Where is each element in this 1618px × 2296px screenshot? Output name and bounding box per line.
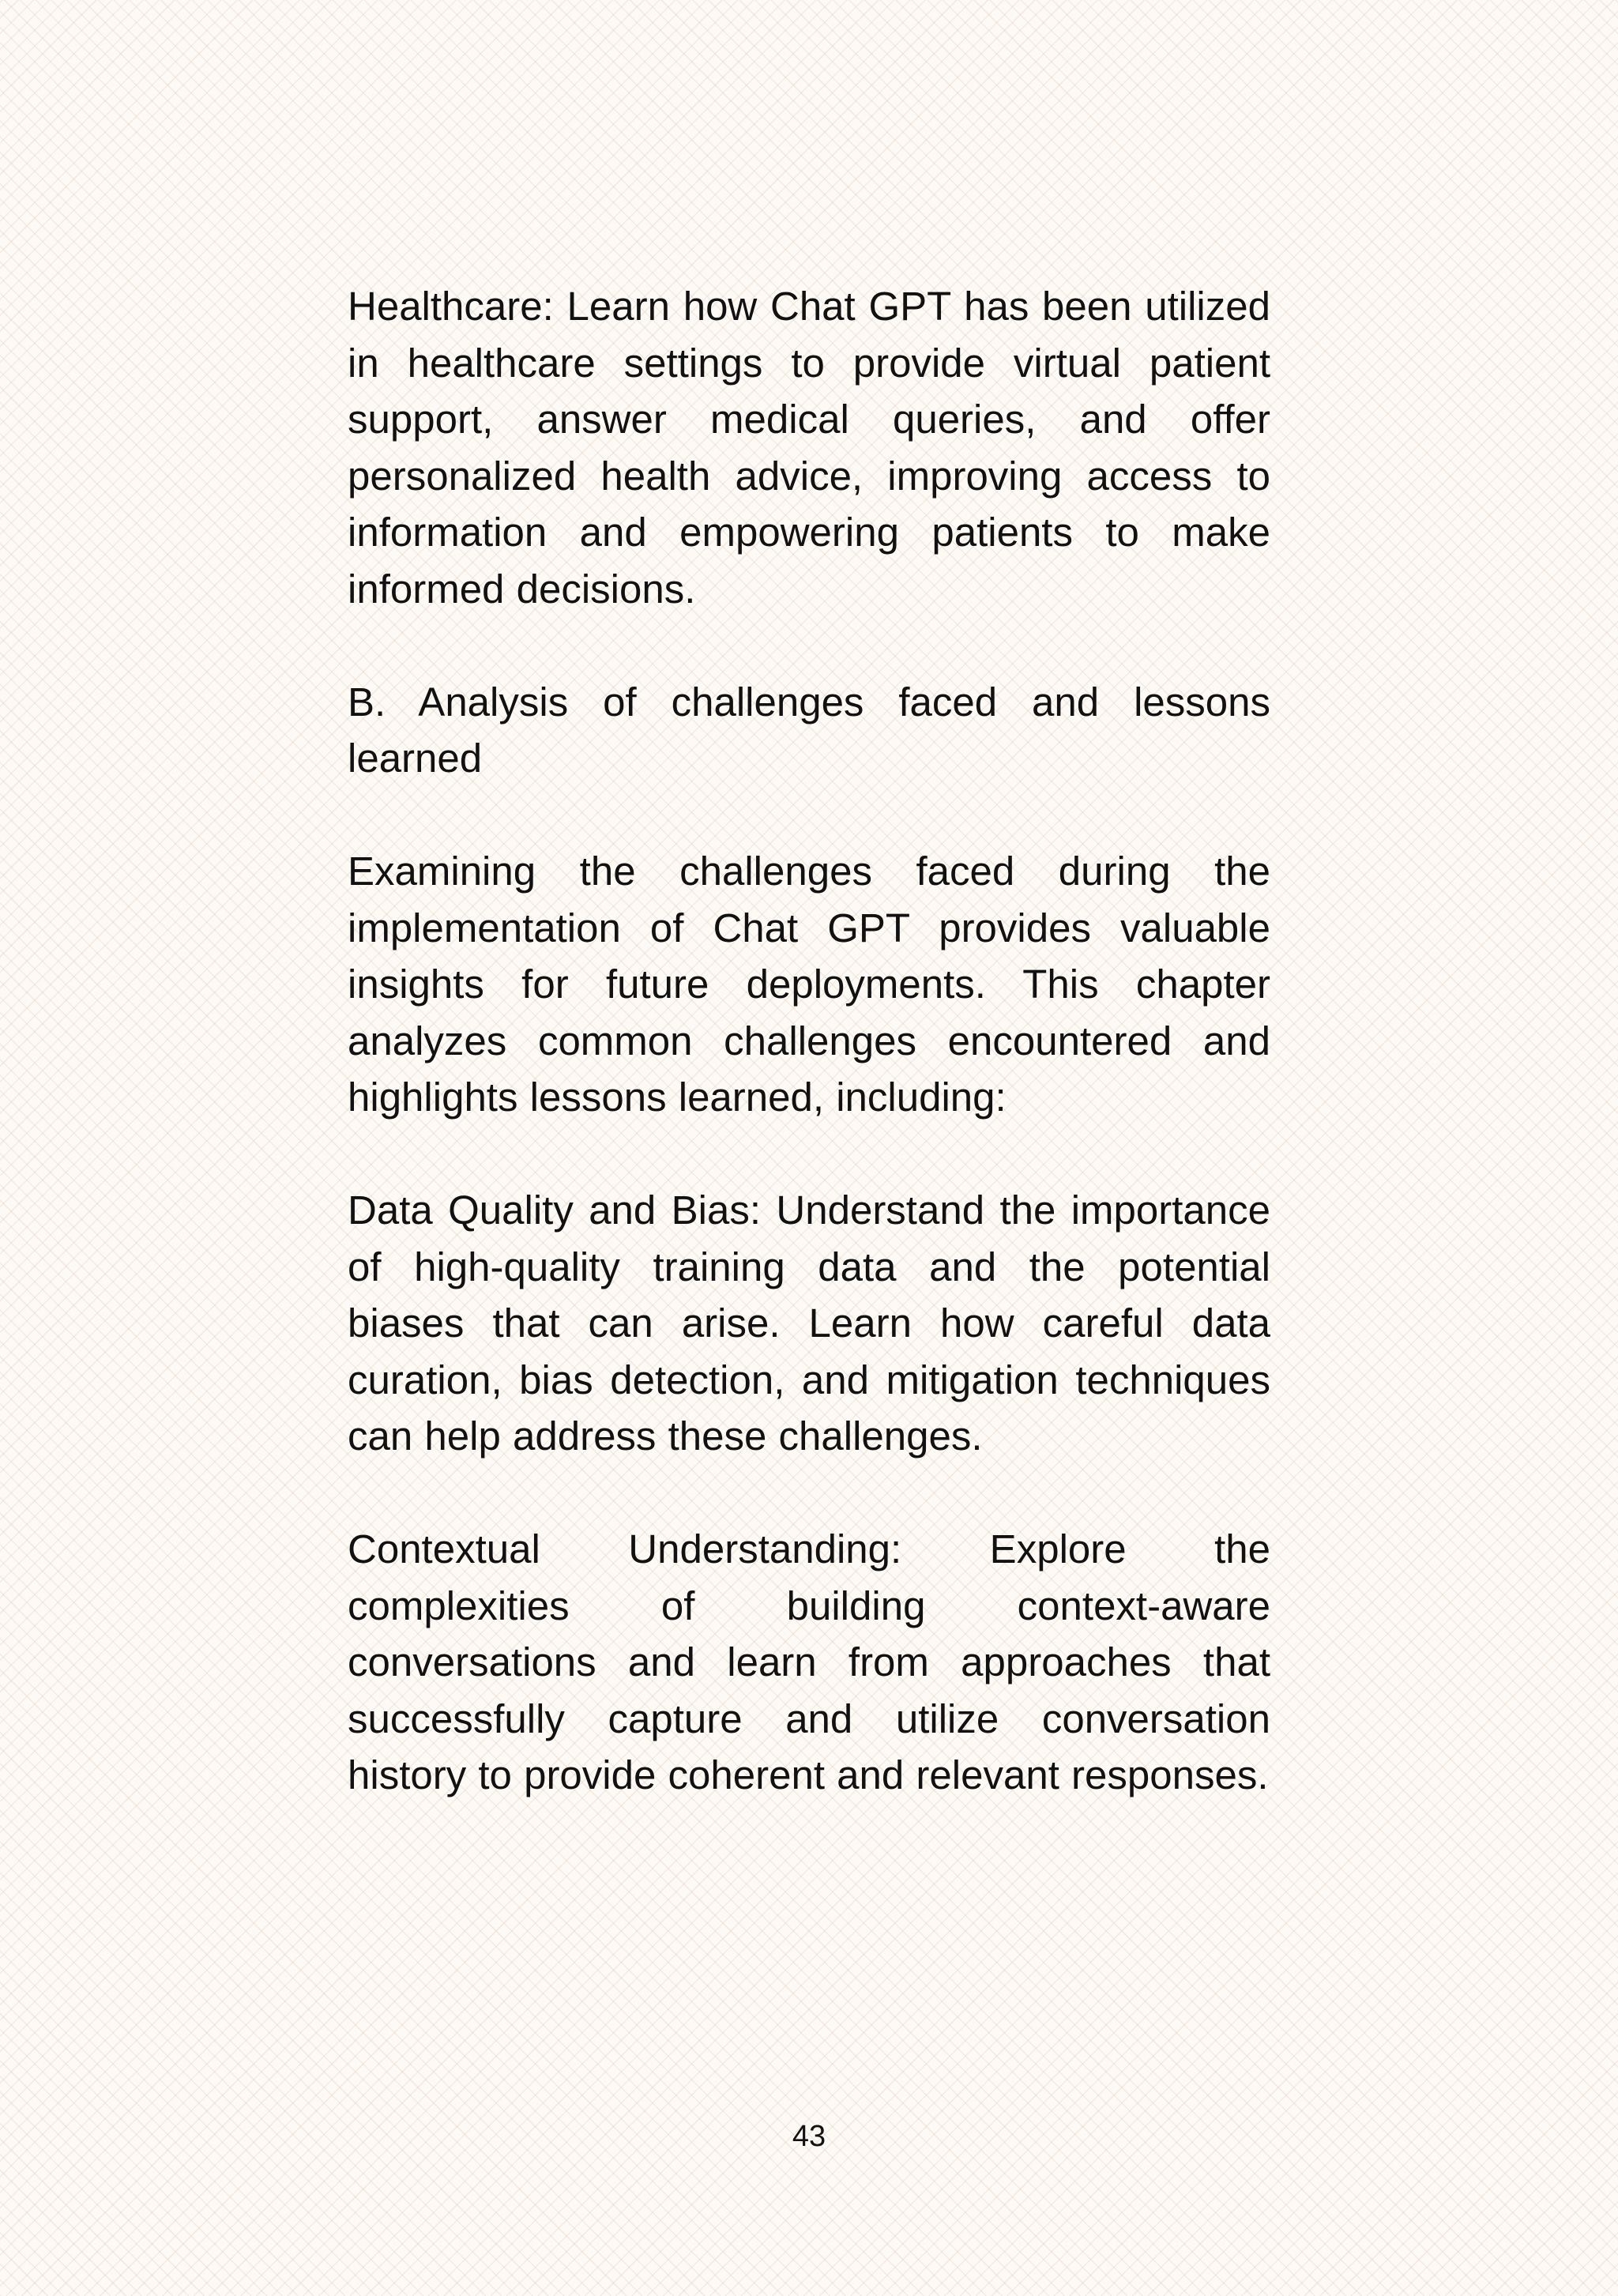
paragraph-data-quality-bias: Data Quality and Bias: Understand the importance of high-quality training data and the potential biases that can arise. Learn how careful data curation, bias detection, and mitigation techniques can help address these challenges.	[348, 1188, 1270, 1459]
paragraph-examining-challenges: Examining the challenges faced during the implementation of Chat GPT provides valuable insights for future deployments. This chapter analyzes common challenges encountered and highlights lessons learned, including:	[348, 849, 1270, 1120]
body-text	[348, 278, 1270, 1860]
section-heading-analysis: B. Analysis of challenges faced and lessons learned	[348, 679, 1270, 781]
page-number: 43	[792, 2120, 826, 2153]
paragraph-healthcare: Healthcare: Learn how Chat GPT has been utilized in healthcare settings to provide virtual patient support, answer medical queries, and offer personalized health advice, improving access to information and empowering patients to make informed decisions.	[348, 284, 1270, 612]
paragraph-contextual-understanding: Contextual Understanding: Explore the complexities of building context-aware conversations and learn from approaches that successfully capture and utilize conversation history to provide coherent and relevant responses.	[348, 1526, 1270, 1797]
